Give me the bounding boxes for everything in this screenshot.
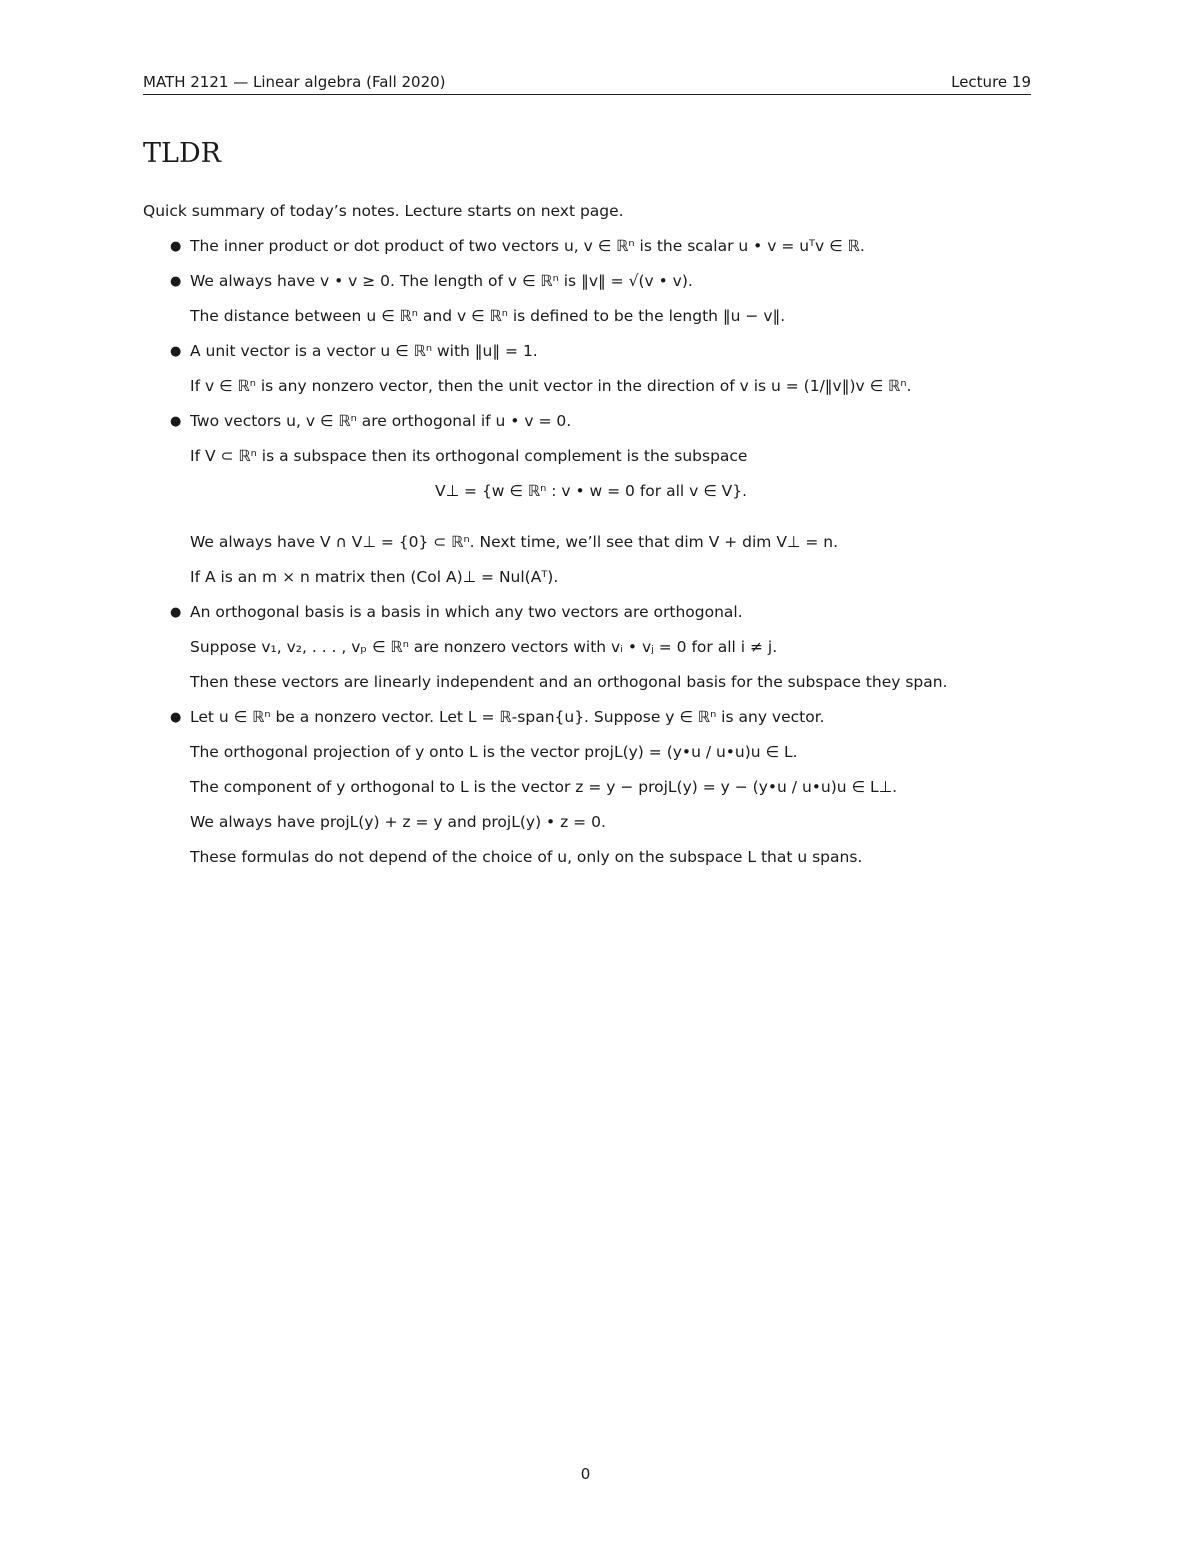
text-line: If V ⊂ ℝⁿ is a subspace then its orthogonal complement is the subspace xyxy=(190,447,748,465)
bullet-icon: ● xyxy=(170,605,182,620)
text-line: We always have V ∩ V⊥ = {0} ⊂ ℝⁿ. Next time, we’ll see that dim V + dim V⊥ = n. xyxy=(190,533,839,551)
list-item xyxy=(143,410,1043,588)
text-line: If A is an m × n matrix then (Col A)⊥ = Nul(Aᵀ). xyxy=(190,568,559,586)
list-item xyxy=(143,235,1043,257)
text-line: An orthogonal basis is a basis in which any two vectors are orthogonal. xyxy=(190,603,743,621)
bullet-icon: ● xyxy=(170,239,182,254)
summary-list xyxy=(143,235,1043,881)
text-line: Two vectors u, v ∈ ℝⁿ are orthogonal if u • v = 0. xyxy=(190,412,572,430)
bullet-icon: ● xyxy=(170,710,182,725)
page-header xyxy=(143,72,1031,95)
intro-text: Quick summary of today’s notes. Lecture starts on next page. xyxy=(143,202,624,220)
section-title: TLDR xyxy=(143,138,221,169)
list-item xyxy=(143,270,1043,327)
text-line: A unit vector is a vector u ∈ ℝⁿ with ‖u‖ = 1. xyxy=(190,342,538,360)
course-title: MATH 2121 — Linear algebra (Fall 2020) xyxy=(143,73,446,91)
text-line: The distance between u ∈ ℝⁿ and v ∈ ℝⁿ is defined to be the length ‖u − v‖. xyxy=(190,307,786,325)
list-item xyxy=(143,340,1043,397)
bullet-icon: ● xyxy=(170,344,182,359)
list-item xyxy=(143,601,1043,693)
list-item xyxy=(143,706,1043,868)
text-line: If v ∈ ℝⁿ is any nonzero vector, then the unit vector in the direction of v is u = (1/‖v‖)v ∈ ℝⁿ. xyxy=(190,377,912,395)
text-line: Then these vectors are linearly independent and an orthogonal basis for the subspace they span. xyxy=(190,673,948,691)
lecture-label: Lecture 19 xyxy=(951,73,1031,91)
text-line: We always have v • v ≥ 0. The length of v ∈ ℝⁿ is ‖v‖ = √(v • v). xyxy=(190,272,693,290)
text-line: We always have projL(y) + z = y and projL(y) • z = 0. xyxy=(190,813,606,831)
text-line: These formulas do not depend of the choice of u, only on the subspace L that u spans. xyxy=(190,848,863,866)
text-line: Suppose v₁, v₂, . . . , vₚ ∈ ℝⁿ are nonzero vectors with vᵢ • vⱼ = 0 for all i ≠ j. xyxy=(190,638,778,656)
display-equation: V⊥ = {w ∈ ℝⁿ : v • w = 0 for all v ∈ V}. xyxy=(435,482,748,500)
bullet-icon: ● xyxy=(170,414,182,429)
page-number: 0 xyxy=(580,1465,591,1483)
text-line: The inner product or dot product of two vectors u, v ∈ ℝⁿ is the scalar u • v = uᵀv ∈ ℝ. xyxy=(190,237,865,255)
text-line: Let u ∈ ℝⁿ be a nonzero vector. Let L = ℝ-span{u}. Suppose y ∈ ℝⁿ is any vector. xyxy=(190,708,825,726)
text-line: The orthogonal projection of y onto L is the vector projL(y) = (y•u / u•u)u ∈ L. xyxy=(190,743,798,761)
text-line: The component of y orthogonal to L is the vector z = y − projL(y) = y − (y•u / u•u)u ∈ L⊥. xyxy=(190,778,898,796)
bullet-icon: ● xyxy=(170,274,182,289)
